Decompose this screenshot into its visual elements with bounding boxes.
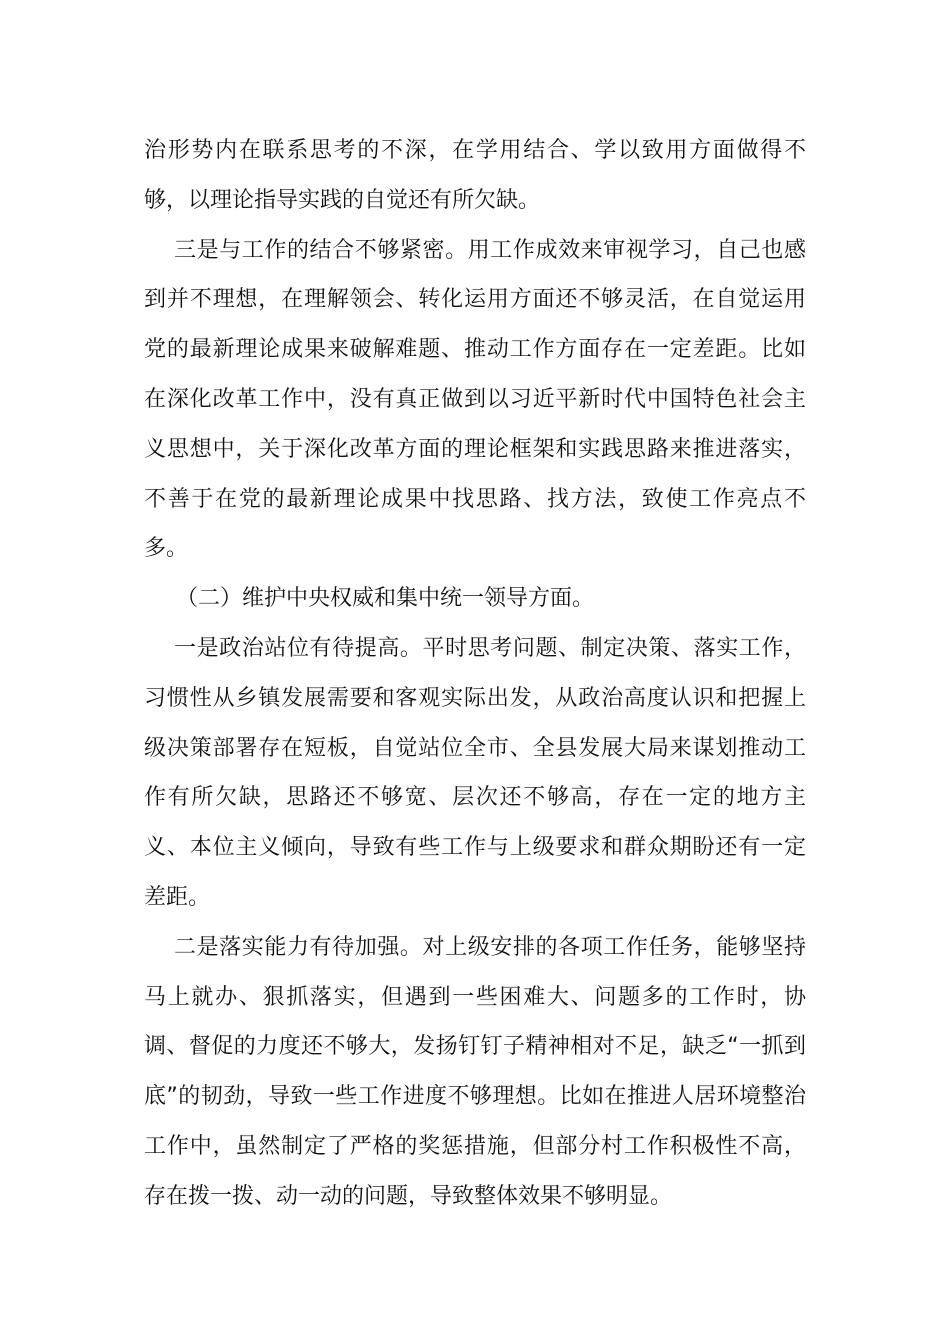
text-line: 到并不理想，在理解领会、转化运用方面还不够灵活，在自觉运用 xyxy=(144,287,806,313)
text-line: 三是与工作的结合不够紧密。用工作成效来审视学习，自己也感 xyxy=(174,237,806,263)
text-line: 党的最新理论成果来破解难题、推动工作方面存在一定差距。比如 xyxy=(144,337,806,363)
text-line: 不善于在党的最新理论成果中找思路、找方法，致使工作亮点不 xyxy=(144,486,806,512)
section-heading: （二）维护中央权威和集中统一领导方面。 xyxy=(176,586,595,612)
document-body xyxy=(144,126,806,1222)
text-line: 差距。 xyxy=(144,884,211,910)
text-line: 调、督促的力度还不够大，发扬钉钉子精神相对不足，缺乏“一抓到 xyxy=(144,1034,806,1060)
text-line: 习惯性从乡镇发展需要和客观实际出发，从政治高度认识和把握上 xyxy=(144,685,806,711)
text-line: 作有所欠缺，思路还不够宽、层次还不够高，存在一定的地方主 xyxy=(144,785,806,811)
text-line: 工作中，虽然制定了严格的奖惩措施，但部分村工作积极性不高， xyxy=(144,1133,806,1159)
text-line: 治形势内在联系思考的不深，在学用结合、学以致用方面做得不 xyxy=(144,138,806,163)
text-line: 义思想中，关于深化改革方面的理论框架和实践思路来推进落实， xyxy=(144,436,806,462)
text-line: 够，以理论指导实践的自觉还有所欠缺。 xyxy=(144,187,541,213)
text-line: 义、本位主义倾向，导致有些工作与上级要求和群众期盼还有一定 xyxy=(144,835,806,861)
text-line: 多。 xyxy=(144,536,189,562)
text-line: 在深化改革工作中，没有真正做到以习近平新时代中国特色社会主 xyxy=(144,386,806,412)
text-line: 一是政治站位有待提高。平时思考问题、制定决策、落实工作， xyxy=(174,635,806,661)
text-line: 存在拨一拨、动一动的问题，导致整体效果不够明显。 xyxy=(144,1183,673,1209)
text-line: 底”的韧劲，导致一些工作进度不够理想。比如在推进人居环境整治 xyxy=(144,1084,806,1110)
text-line: 马上就办、狠抓落实，但遇到一些困难大、问题多的工作时，协 xyxy=(144,984,806,1010)
text-line: 级决策部署存在短板，自觉站位全市、全县发展大局来谋划推动工 xyxy=(144,735,806,761)
text-line: 二是落实能力有待加强。对上级安排的各项工作任务，能够坚持 xyxy=(174,934,806,960)
